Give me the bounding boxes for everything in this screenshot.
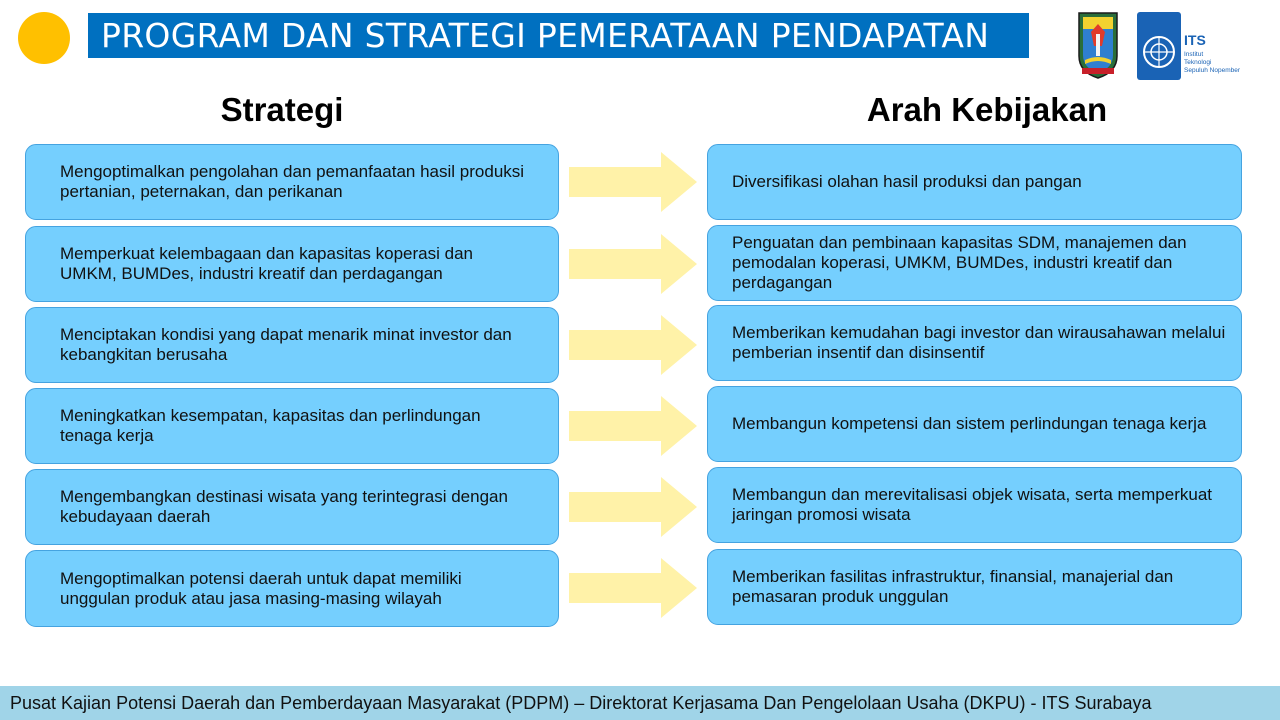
footer-bar — [0, 686, 1280, 720]
arah-text-2: Penguatan dan pembinaan kapasitas SDM, manajemen dan pemodalan koperasi, UMKM, BUMDes, industri kreatif dan perdagangan — [732, 233, 1187, 292]
strategi-box-5 — [25, 469, 559, 545]
accent-circle — [18, 12, 70, 64]
its-logo — [1137, 12, 1241, 80]
arah-box-1 — [707, 144, 1242, 220]
arrow-right-icon — [569, 152, 697, 212]
slide-title: PROGRAM DAN STRATEGI PEMERATAAN PENDAPATAN — [101, 16, 990, 55]
strategi-box-6 — [25, 550, 559, 627]
its-logo-subtext-2: Teknologi — [1184, 59, 1212, 66]
arah-box-3 — [707, 305, 1242, 381]
arah-text-3: Memberikan kemudahan bagi investor dan wirausahawan melalui pemberian insentif dan disinsentif — [732, 323, 1226, 362]
strategi-text-1: Mengoptimalkan pengolahan dan pemanfaatan hasil produksi pertanian, peternakan, dan perikanan — [60, 162, 525, 201]
strategi-text-3: Menciptakan kondisi yang dapat menarik minat investor dan kebangkitan berusaha — [60, 325, 512, 364]
arah-box-2 — [707, 225, 1242, 301]
strategi-box-3 — [25, 307, 559, 383]
arah-box-6 — [707, 549, 1242, 625]
arrow-right-icon — [569, 558, 697, 618]
strategi-box-2 — [25, 226, 559, 302]
strategi-text-4: Meningkatkan kesempatan, kapasitas dan perlindungan tenaga kerja — [60, 406, 481, 445]
east-java-crest-logo — [1076, 10, 1120, 80]
strategi-text-6: Mengoptimalkan potensi daerah untuk dapat memiliki unggulan produk atau jasa masing-masing wilayah — [60, 568, 462, 608]
arah-text-6: Memberikan fasilitas infrastruktur, finansial, manajerial dan pemasaran produk unggulan — [732, 567, 1174, 606]
arrow-right-icon — [569, 234, 697, 294]
its-logo-subtext-1: Institut — [1184, 51, 1204, 58]
arah-text-5: Membangun dan merevitalisasi objek wisata, serta memperkuat jaringan promosi wisata — [732, 485, 1213, 524]
arah-box-4 — [707, 386, 1242, 462]
strategi-text-5: Mengembangkan destinasi wisata yang terintegrasi dengan kebudayaan daerah — [60, 487, 508, 526]
strategi-box-1 — [25, 144, 559, 220]
its-logo-text: ITS — [1184, 32, 1206, 48]
title-bar — [88, 13, 1029, 58]
arah-text-1: Diversifikasi olahan hasil produksi dan pangan — [732, 172, 1082, 191]
strategi-text-2: Memperkuat kelembagaan dan kapasitas koperasi dan UMKM, BUMDes, industri kreatif dan perdagangan — [60, 244, 473, 283]
its-logo-subtext-3: Sepuluh Nopember — [1184, 67, 1241, 74]
arrow-right-icon — [569, 477, 697, 537]
strategi-box-4 — [25, 388, 559, 464]
arrow-right-icon — [569, 396, 697, 456]
arrow-right-icon — [569, 315, 697, 375]
arah-box-5 — [707, 467, 1242, 543]
arah-kebijakan-heading: Arah Kebijakan — [866, 91, 1108, 128]
arah-text-4: Membangun kompetensi dan sistem perlindungan tenaga kerja — [732, 414, 1207, 433]
footer-text: Pusat Kajian Potensi Daerah dan Pemberdayaan Masyarakat (PDPM) – Direktorat Kerjasama Dan Pengelolaan Usaha (DKPU) - ITS Surabaya — [10, 693, 1152, 713]
strategi-heading: Strategi — [220, 91, 344, 128]
